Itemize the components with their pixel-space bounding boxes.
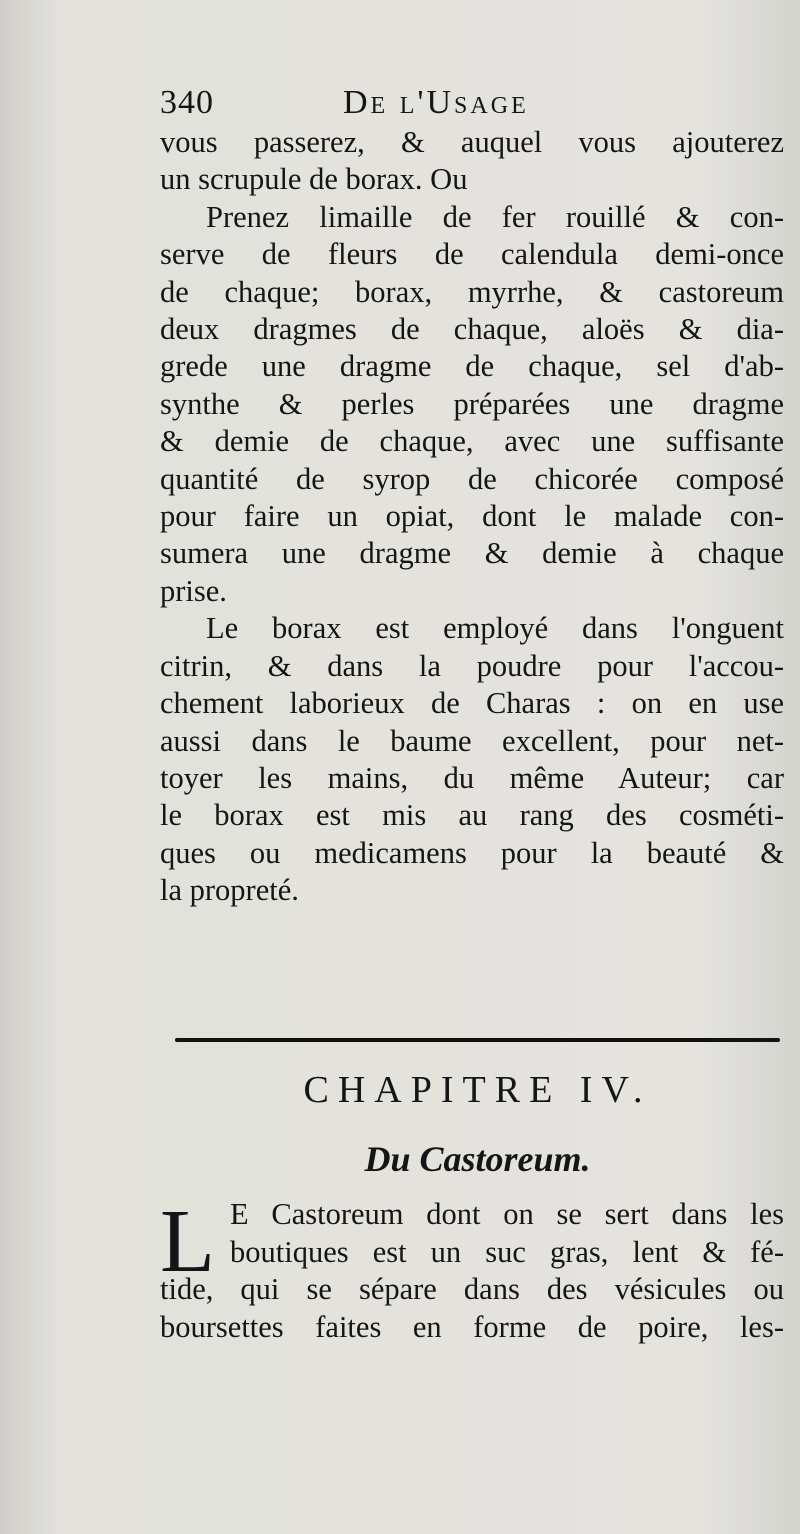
text-line: tide, qui se sépare dans des vésicules ou [160, 1272, 784, 1307]
drop-cap: L [160, 1192, 215, 1291]
running-title: De l'Usage [343, 84, 529, 121]
text-line: toyer les mains, du même Auteur; car [160, 760, 784, 795]
text-line: citrin, & dans la poudre pour l'accou- [160, 648, 784, 683]
text-line: Le borax est employé dans l'onguent [206, 611, 784, 646]
text-line: synthe & perles préparées une dragme [160, 386, 784, 421]
main-text [160, 124, 784, 910]
text-line: ques ou medicamens pour la beauté & [160, 835, 784, 870]
text-line: prise. [160, 573, 227, 608]
text-line: deux dragmes de chaque, aloës & dia- [160, 312, 784, 347]
text-line: pour faire un opiat, dont le malade con- [160, 499, 784, 534]
chapter-title: CHAPITRE IV. [303, 1069, 652, 1111]
chapter-text [160, 1192, 784, 1346]
text-line: un scrupule de borax. Ou [160, 162, 468, 197]
text-line: serve de fleurs de calendula demi-once [160, 237, 784, 272]
text-line: quantité de syrop de chicorée composé [160, 461, 784, 496]
page-number: 340 [160, 84, 214, 121]
text-line: grede une dragme de chaque, sel d'ab- [160, 349, 784, 384]
text-line: de chaque; borax, myrrhe, & castoreum [160, 274, 784, 309]
text-line: chement laborieux de Charas : on en use [160, 686, 784, 721]
text-line: boutiques est un suc gras, lent & fé- [230, 1234, 784, 1269]
text-line: le borax est mis au rang des cosméti- [160, 798, 784, 833]
text-line: aussi dans le baume excellent, pour net- [160, 723, 784, 758]
text-line: & demie de chaque, avec une suffisante [160, 424, 784, 459]
text-line: boursettes faites en forme de poire, les- [160, 1309, 784, 1344]
text-line: la propreté. [160, 873, 299, 908]
text-line: E Castoreum dont on se sert dans les [230, 1197, 784, 1231]
text-line: Prenez limaille de fer rouillé & con- [206, 199, 784, 234]
chapter-divider-rule [175, 1038, 780, 1042]
text-line: sumera une dragme & demie à chaque [160, 536, 784, 571]
chapter-subtitle: Du Castoreum. [364, 1139, 591, 1179]
text-line: vous passerez, & auquel vous ajouterez [160, 125, 784, 159]
